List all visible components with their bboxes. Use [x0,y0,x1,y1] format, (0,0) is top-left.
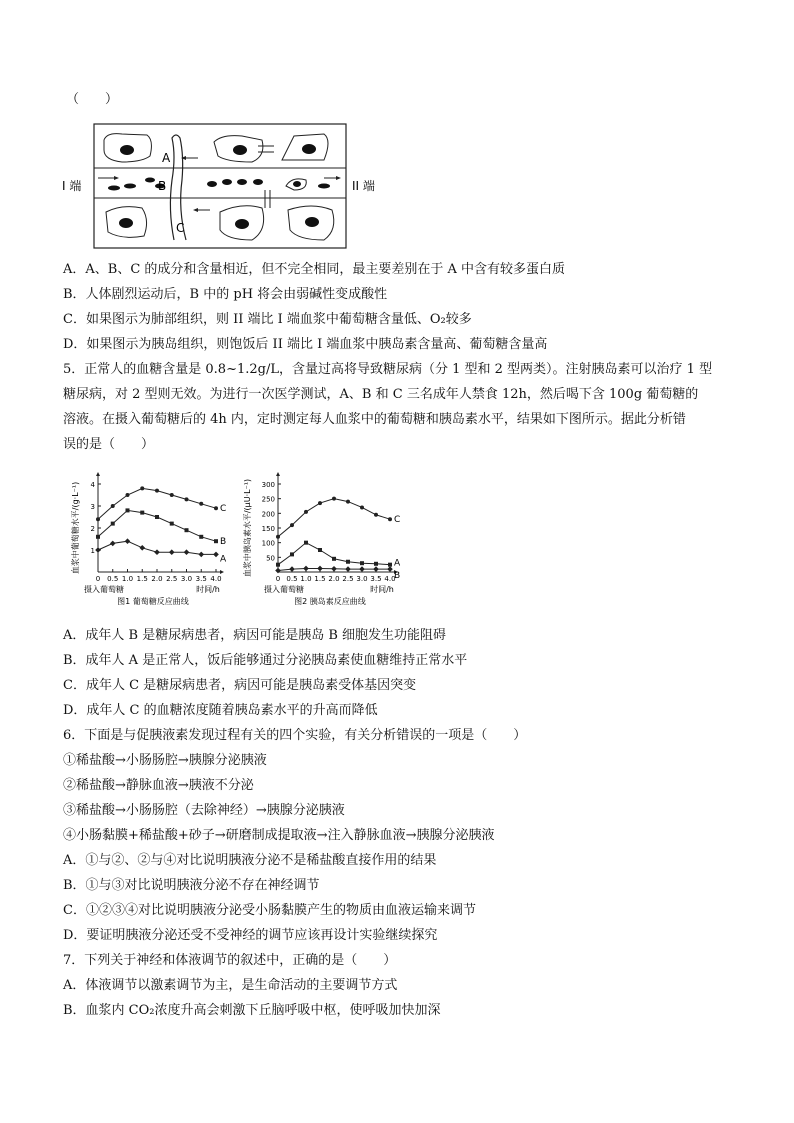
chart1-series-C-point [111,504,115,508]
chart1-series-A-point [95,547,101,553]
q4-option-b: B．人体剧烈运动后，B 中的 pH 将会由弱碱性变成酸性 [63,287,388,302]
chart1-series-C-point [126,493,130,497]
chart1-ytick-label: 2 [90,525,95,533]
chart1-series-A-point [154,549,160,555]
chart2-series-B-point [289,566,295,572]
chart1-xtick-label: 2.5 [166,575,178,583]
chart1-series-B-point [214,539,218,543]
q6-option-c: C．①②③④对比说明胰液分泌受小肠黏膜产生的物质由血液运输来调节 [63,903,476,918]
q5-option-b: B．成年人 A 是正常人，饭后能够通过分泌胰岛素使血糖维持正常水平 [63,653,468,668]
chart2-series-A-point [346,560,350,564]
chart2-series-C-line [278,499,390,537]
chart2-ytick-label: 100 [261,539,275,548]
chart2-series-B-point [345,566,351,572]
q7-stem: 7．下列关于神经和体液调节的叙述中，正确的是（ ） [63,953,397,968]
chart2-ytick-label: 50 [266,554,275,563]
chart2-series-B-point [317,566,323,572]
chart1-series-B-point [155,515,159,519]
chart1-xlabel: 时间/h [196,585,220,594]
chart2-xtick-label: 2.5 [342,575,354,583]
q4-option-d: D．如果图示为胰岛组织，则饱饭后 II 端比 I 端血浆中胰岛素含量高、葡萄糖含量高 [63,337,548,352]
chart1-title: 图1 葡萄糖反应曲线 [117,597,189,606]
label-end-1: I 端 [62,179,82,193]
q6-experiment-4: ④小肠黏膜+稀盐酸+砂子→研磨制成提取液→注入静脉血液→胰腺分泌胰液 [63,828,495,843]
chart1-series-A-point [184,549,190,555]
chart2-series-C-point [290,523,294,527]
chart2-xtick-label: 0.5 [286,575,298,583]
q4-option-a: A．A、B、C 的成分和含量相近，但不完全相同，最主要差别在于 A 中含有较多蛋白质 [63,262,566,277]
chart1-ytick-label: 1 [90,547,95,555]
chart1-series-C-point [140,486,144,490]
chart2-series-B-point [331,566,337,572]
chart2-series-A-point [290,552,294,556]
chart1-y-arrow [96,472,100,476]
chart2-ytick-label: 300 [261,481,275,489]
chart1-series-A-point [198,552,204,558]
cell-bottom-1 [106,207,147,238]
chart2-series-C-point [346,500,350,504]
chart2-y-arrow [276,472,280,476]
chart2-series-A-point [374,562,378,566]
chart2-xtick-label: 1.0 [300,575,312,583]
chart1-series-B-point [111,522,115,526]
chart1-ytick-label: 3 [90,503,95,511]
q6-option-b: B．①与③对比说明胰液分泌不存在神经调节 [63,878,320,893]
chart1-ytick-label: 4 [90,481,95,489]
q5-stem-line-4: 误的是（ ） [63,437,155,452]
chart1-xtick-label: 2.0 [151,575,163,583]
label-a: A [162,151,171,165]
chart1-series-A-point [213,552,219,558]
q6-option-d: D．要证明胰液分泌还受不受神经的调节应该再设计实验继续探究 [63,928,438,943]
q5-option-a: A．成年人 B 是糖尿病患者，病因可能是胰岛 B 细胞发生功能阻碍 [63,628,447,643]
chart1-xtick-origin: 0 [95,575,101,583]
q6-experiment-2: ②稀盐酸→静脉血液→胰液不分泌 [63,778,254,793]
chart1-xtick-label: 4.0 [210,575,222,583]
chart1-series-B-label: B [220,537,227,548]
label-end-2: II 端 [352,179,375,193]
chart1-start-label: 摄入葡萄糖 [84,585,124,594]
chart1-series-A-label: A [220,554,227,565]
chart2-ylabel: 血浆中胰岛素水平/(μU·L⁻¹) [243,478,252,578]
chart2-series-C-point [374,513,378,517]
chart2-xtick-label: 3.5 [370,575,382,583]
chart1-series-A-point [110,541,116,547]
chart1-xtick-label: 3.0 [180,575,193,583]
chart2-xtick-origin: 0 [275,575,281,583]
chart2-ytick-label: 200 [261,510,275,519]
chart1-series-A-point [139,545,145,551]
q6-option-a: A．①与②、②与④对比说明胰液分泌不是稀盐酸直接作用的结果 [63,853,437,868]
q5-option-c: C．成年人 C 是糖尿病患者，病因可能是胰岛素受体基因突变 [63,678,417,693]
chart2-series-C-point [304,510,308,514]
chart1-ylabel: 血浆中葡萄糖水平/(g·L⁻¹) [71,481,80,575]
chart2-xlabel: 时间/h [370,585,394,594]
label-c: C [176,221,185,235]
cell-bottom-2 [220,206,264,240]
tissue-diagram [62,120,382,255]
chart1-series-B-point [126,508,130,512]
chart1-series-C-point [185,497,189,501]
chart1-series-C-point [96,517,100,521]
q6-experiment-3: ③稀盐酸→小肠肠腔（去除神经）→胰腺分泌胰液 [63,803,345,818]
chart1-series-A-point [169,549,175,555]
q4-option-c: C．如果图示为肺部组织，则 II 端比 I 端血浆中葡萄糖含量低、O₂较多 [63,312,472,327]
chart2-title: 图2 胰岛素反应曲线 [294,597,366,606]
chart1-series-C-label: C [220,504,227,515]
chart2-xtick-label: 2.0 [328,575,340,583]
chart1-series-B-point [170,522,174,526]
q5-stem-line-1: 5．正常人的血糖含量是 0.8~1.2g/L，含量过高将导致糖尿病（分 1 型和 2 型两类）。注射胰岛素可以治疗 1 型 [63,362,713,377]
chart2-series-A-label: A [394,558,401,569]
q5-stem-line-2: 糖尿病，对 2 型则无效。为进行一次医学测试，A、B 和 C 三名成年人禁食 12h，然后喝下含 100g 葡萄糖的 [63,387,699,402]
chart1-xtick-label: 1.0 [121,575,134,583]
chart1-series-C-point [199,502,203,506]
chart1-series-A-point [125,538,131,544]
cell-top-1 [104,134,151,162]
chart2-series-C-label: C [394,515,401,526]
chart1-xtick-label: 1.5 [136,575,148,583]
label-b: B [158,179,167,193]
chart2-series-B-point [387,566,393,572]
chart1-series-B-point [185,528,189,532]
chart1-x-arrow [220,570,224,574]
chart2-series-A-line [278,543,390,565]
chart2-xtick-label: 3.0 [356,575,368,583]
answer-blank: （ ） [66,92,119,107]
chart1-xtick-label: 3.5 [195,575,207,583]
chart2-ytick-label: 150 [261,525,275,533]
chart2-ytick-label: 250 [261,495,275,504]
chart1-series-C-point [170,493,174,497]
cell-top-2 [214,136,263,162]
chart1-series-C-point [214,506,218,510]
q6-stem: 6．下面是与促胰液素发现过程有关的四个实验，有关分析错误的一项是（ ） [63,728,527,743]
chart2-start-label: 摄入葡萄糖 [264,585,304,594]
chart1-xtick-label: 0.5 [107,575,119,583]
chart2-series-A-point [304,541,308,545]
q5-option-d: D．成年人 C 的血糖浓度随着胰岛素水平的升高而降低 [63,703,378,718]
q5-stem-line-3: 溶液。在摄入葡萄糖后的 4h 内，定时测定每人血浆中的葡萄糖和胰岛素水平，结果如下图所示。据此分析错 [63,412,686,427]
chart2-series-A-point [318,548,322,552]
chart2-series-C-point [332,497,336,501]
chart2-series-A-point [388,563,392,567]
q7-option-b: B．血浆内 CO₂浓度升高会刺激下丘脑呼吸中枢，使呼吸加快加深 [63,1003,441,1018]
chart2-series-A-point [276,563,280,567]
chart2-xtick-label: 4.0 [384,575,396,583]
chart2-series-B-label: B [394,571,401,582]
chart2-series-C-point [276,535,280,539]
chart2-series-C-point [318,501,322,505]
chart2-series-B-point [373,566,379,572]
chart1-series-B-point [140,511,144,515]
chart2-series-A-point [360,561,364,565]
glucose-chart [68,466,240,622]
chart2-series-A-point [332,557,336,561]
chart2-xtick-label: 1.5 [314,575,326,583]
chart2-series-C-point [360,505,364,509]
chart2-series-B-point [303,566,309,572]
insulin-chart [240,466,410,622]
q7-option-a: A．体液调节以激素调节为主，是生命活动的主要调节方式 [63,978,398,993]
chart1-series-B-point [96,535,100,539]
chart1-series-C-point [155,489,159,493]
chart2-series-B-point [359,566,365,572]
q6-experiment-1: ①稀盐酸→小肠肠腔→胰腺分泌胰液 [63,753,267,768]
chart2-series-C-point [388,517,392,521]
chart1-series-B-point [199,535,203,539]
chart1-series-C-line [98,488,216,519]
